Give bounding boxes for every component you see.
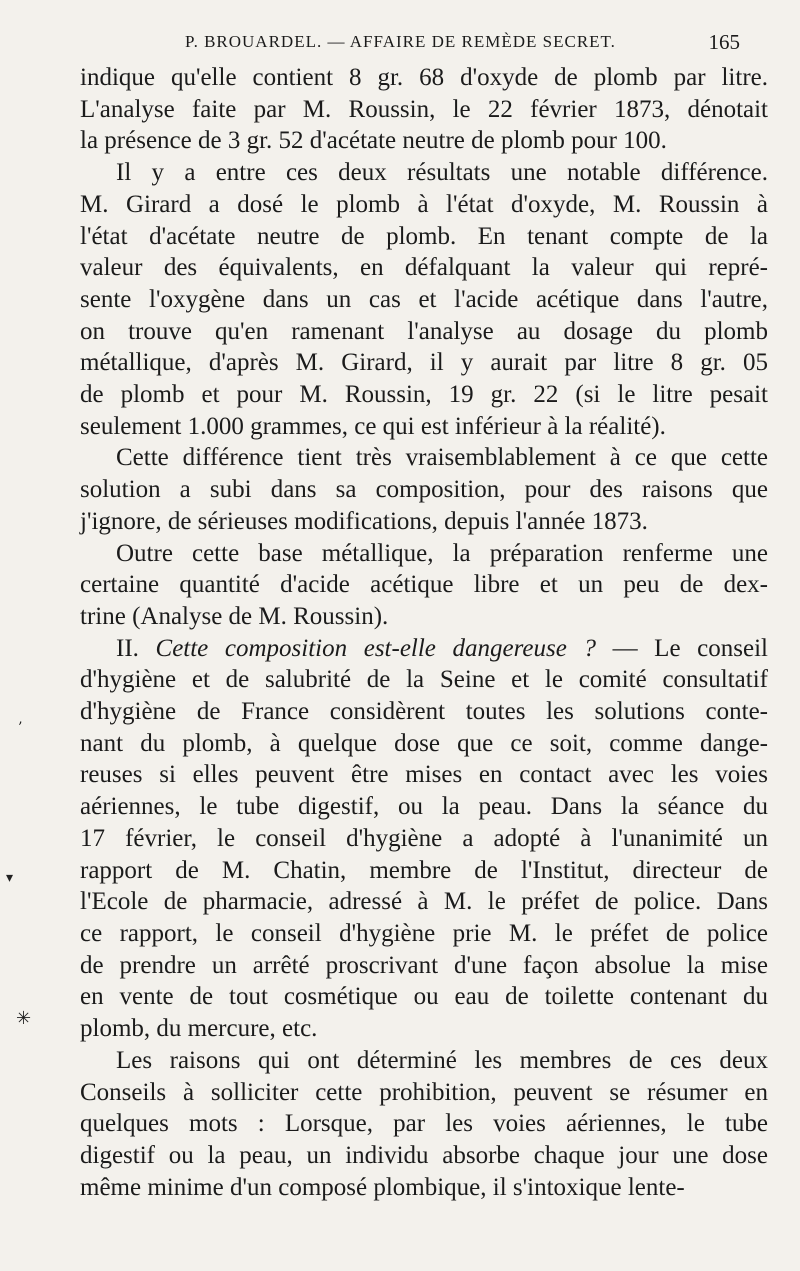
text-line: Cette différence tient très vraisemblablement à ce que cette xyxy=(116,444,768,472)
margin-mark: ▾ xyxy=(6,870,14,886)
text-line: aériennes, le tube digestif, ou la peau. Dans la séance du xyxy=(80,793,768,821)
page-number: 165 xyxy=(708,30,740,54)
paragraph xyxy=(80,1045,768,1204)
text-line: d'hygiène et de salubrité de la Seine et le comité consultatif xyxy=(80,666,768,694)
text-line: de prendre un arrêté proscrivant d'une façon absolue la mise xyxy=(80,951,768,979)
text-line: seulement 1.000 grammes, ce qui est inférieur à la réalité). xyxy=(80,412,666,440)
body-text xyxy=(80,62,768,1203)
text-line: de plomb et pour M. Roussin, 19 gr. 22 (si le litre pesait xyxy=(80,381,768,409)
paragraph xyxy=(80,442,768,537)
text-line: M. Girard a dosé le plomb à l'état d'oxyde, M. Roussin à xyxy=(80,190,768,218)
text-line: nant du plomb, à quelque dose que ce soit, comme dange- xyxy=(80,729,768,757)
text-line: quelques mots : Lorsque, par les voies aériennes, le tube xyxy=(80,1110,768,1138)
text-line: la présence de 3 gr. 52 d'acétate neutre de plomb pour 100. xyxy=(80,127,667,155)
text-line: trine (Analyse de M. Roussin). xyxy=(80,602,389,630)
text-line: l'Ecole de pharmacie, adressé à M. le préfet de police. Dans xyxy=(80,888,768,916)
paragraph xyxy=(80,62,768,157)
text-line: sente l'oxygène dans un cas et l'acide acétique dans l'autre, xyxy=(80,285,768,313)
text-line: certaine quantité d'acide acétique libre et un peu de dex- xyxy=(80,571,768,599)
text-line: d'hygiène de France considèrent toutes les solutions conte- xyxy=(80,698,768,726)
text-line: Conseils à solliciter cette prohibition, peuvent se résumer en xyxy=(80,1078,768,1106)
text-line: rapport de M. Chatin, membre de l'Institut, directeur de xyxy=(80,856,768,884)
paragraph xyxy=(80,633,768,1045)
running-title: P. BROUARDEL. — AFFAIRE DE REMÈDE SECRET. xyxy=(185,32,616,51)
paragraph xyxy=(80,538,768,633)
text-line: en vente de tout cosmétique ou eau de toilette contenant du xyxy=(80,983,768,1011)
text-line: on trouve qu'en ramenant l'analyse au dosage du plomb xyxy=(80,317,768,345)
text-line: j'ignore, de sérieuses modifications, depuis l'année 1873. xyxy=(80,507,648,535)
text-line: ce rapport, le conseil d'hygiène prie M. le préfet de police xyxy=(80,919,768,947)
text-line: indique qu'elle contient 8 gr. 68 d'oxyde de plomb par litre. xyxy=(80,64,768,91)
text-line: métallique, d'après M. Girard, il y aurait par litre 8 gr. 05 xyxy=(80,349,768,377)
text-line: Outre cette base métallique, la préparation renferme une xyxy=(116,539,768,567)
text-line: valeur des équivalents, en défalquant la valeur qui repré- xyxy=(80,254,768,282)
text-line: Les raisons qui ont déterminé les membres de ces deux xyxy=(116,1046,768,1074)
text-line: II. Cette composition est-elle dangereuse ? — Le conseil xyxy=(116,634,768,662)
text-line: reuses si elles peuvent être mises en contact avec les voies xyxy=(80,761,768,789)
text-line: même minime d'un composé plombique, il s'intoxique lente- xyxy=(80,1173,685,1201)
text-line: Il y a entre ces deux résultats une notable différence. xyxy=(116,159,768,187)
margin-mark: ✳ xyxy=(16,1008,32,1029)
text-line: solution a subi dans sa composition, pour des raisons que xyxy=(80,476,768,504)
text-line: plomb, du mercure, etc. xyxy=(80,1015,318,1043)
text-line: digestif ou la peau, un individu absorbe chaque jour une dose xyxy=(80,1141,768,1169)
paragraph xyxy=(80,157,768,442)
text-line: 17 février, le conseil d'hygiène a adopté à l'unanimité un xyxy=(80,824,768,852)
text-line: l'état d'acétate neutre de plomb. En tenant compte de la xyxy=(80,222,768,250)
running-header xyxy=(185,32,740,54)
text-line: L'analyse faite par M. Roussin, le 22 février 1873, dénotait xyxy=(80,95,768,123)
margin-mark: ’ xyxy=(18,720,23,736)
